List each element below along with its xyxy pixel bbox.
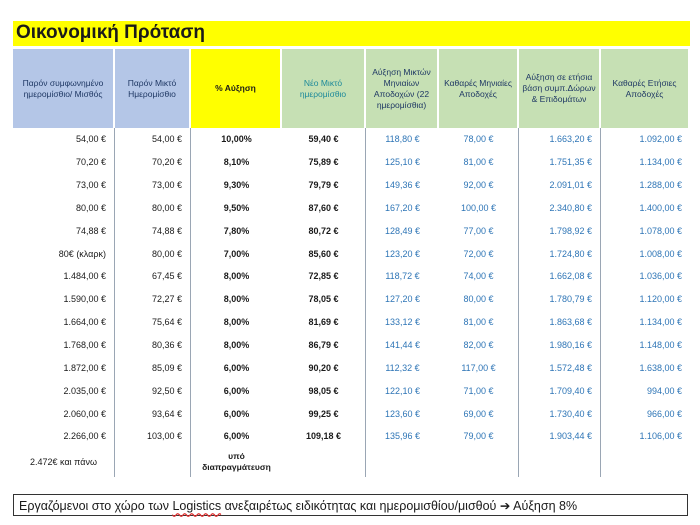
cell-net-monthly: 117,00 € (439, 356, 519, 379)
cell-monthly-gross-increase: 133,12 € (384, 317, 421, 328)
cell-percent-increase: 8,00% (223, 294, 250, 305)
cell-current-gross-daily: 80,00 € (115, 197, 191, 220)
cell-empty (519, 448, 601, 477)
cell-net-monthly: 71,00 € (439, 379, 519, 402)
cell-net-annual: 1.120,00 € (639, 294, 682, 305)
cell-percent-increase: 6,00% (223, 408, 250, 419)
cell-net-monthly: 80,00 € (439, 288, 519, 311)
cell-new-gross-daily: 90,20 € (282, 356, 366, 379)
footer-highlight: Logistics (172, 499, 222, 513)
cell-percent-increase: 6,00% (223, 362, 250, 373)
cell-monthly-gross-increase: 123,60 € (384, 408, 421, 419)
cell-current-gross-daily: 54,00 € (115, 128, 191, 151)
cell-net-monthly: 79,00 € (439, 425, 519, 448)
cell-current-gross-daily: 70,20 € (115, 151, 191, 174)
cell-annual-increase: 1.572,48 € (519, 356, 601, 379)
cell-net-annual: 994,00 € (646, 385, 682, 396)
salary-table (13, 49, 690, 477)
cell-annual-increase: 2.340,80 € (519, 197, 601, 220)
cell-empty (366, 448, 439, 477)
cell-threshold-note: 2.472€ και πάνω (13, 448, 115, 477)
cell-annual-increase: 1.663,20 € (519, 128, 601, 151)
cell-monthly-gross-increase: 125,10 € (384, 157, 421, 168)
cell-monthly-gross-increase: 118,80 € (385, 134, 420, 145)
cell-current-agreed-wage: 54,00 € (13, 128, 115, 151)
cell-new-gross-daily: 86,79 € (282, 334, 366, 357)
cell-net-monthly: 77,00 € (439, 219, 519, 242)
cell-net-monthly: 100,00 € (439, 197, 519, 220)
cell-current-agreed-wage: 80,00 € (13, 197, 115, 220)
cell-percent-increase: 8,00% (223, 340, 250, 351)
cell-new-gross-daily: 98,05 € (282, 379, 366, 402)
cell-net-annual: 1.400,00 € (639, 202, 682, 213)
cell-monthly-gross-increase: 112,32 € (385, 362, 420, 373)
cell-current-gross-daily: 93,64 € (115, 402, 191, 425)
cell-annual-increase: 1.980,16 € (519, 334, 601, 357)
cell-current-agreed-wage: 1.590,00 € (13, 288, 115, 311)
cell-percent-increase: 8,00% (223, 317, 250, 328)
header-current-gross-daily: Παρόν Μικτό Ημερομίσθιο (115, 49, 191, 128)
cell-net-monthly: 74,00 € (439, 265, 519, 288)
cell-monthly-gross-increase: 167,20 € (384, 202, 421, 213)
cell-new-gross-daily: 87,60 € (282, 197, 366, 220)
cell-net-monthly: 69,00 € (439, 402, 519, 425)
cell-annual-increase: 1.751,35 € (519, 151, 601, 174)
cell-net-annual: 1.148,00 € (639, 340, 682, 351)
cell-empty (115, 448, 191, 477)
cell-new-gross-daily: 75,89 € (282, 151, 366, 174)
cell-percent-increase: 10,00% (221, 134, 252, 145)
header-monthly-gross-increase: Αύξηση Μικτών Μηνιαίων Αποδοχών (22 ημερομίσθια) (366, 49, 439, 128)
cell-annual-increase: 1.798,92 € (519, 219, 601, 242)
cell-current-agreed-wage: 73,00 € (13, 174, 115, 197)
cell-net-annual: 1.008,00 € (639, 248, 682, 259)
cell-percent-increase: 7,80% (223, 225, 250, 236)
cell-negotiation-note (191, 448, 282, 477)
cell-percent-increase: 8,00% (223, 271, 250, 282)
cell-new-gross-daily: 85,60 € (282, 242, 366, 265)
cell-percent-increase: 6,00% (223, 385, 250, 396)
cell-net-monthly: 81,00 € (439, 151, 519, 174)
cell-current-agreed-wage: 2.060,00 € (13, 402, 115, 425)
cell-net-monthly: 82,00 € (439, 334, 519, 357)
header-percent-increase: % Αύξηση (191, 49, 282, 128)
cell-monthly-gross-increase: 149,36 € (384, 180, 421, 191)
cell-net-monthly: 78,00 € (439, 128, 519, 151)
cell-new-gross-daily: 79,79 € (282, 174, 366, 197)
cell-net-annual: 1.078,00 € (639, 225, 682, 236)
cell-net-annual: 1.106,00 € (639, 431, 682, 442)
cell-percent-increase: 6,00% (223, 431, 250, 442)
header-current-agreed-wage: Παρόν συμφωνημένο ημερομίσθιο/ Μισθός (13, 49, 115, 128)
cell-current-gross-daily: 73,00 € (115, 174, 191, 197)
cell-new-gross-daily: 78,05 € (282, 288, 366, 311)
cell-monthly-gross-increase: 127,20 € (384, 294, 421, 305)
cell-current-gross-daily: 74,88 € (115, 219, 191, 242)
cell-percent-increase: 7,00% (223, 248, 250, 259)
negotiation-note-line2: διαπραγμάτευση (202, 462, 271, 473)
cell-net-annual: 1.134,00 € (639, 157, 682, 168)
cell-annual-increase: 2.091,01 € (519, 174, 601, 197)
cell-current-agreed-wage: 80€ (κλαρκ) (13, 242, 115, 265)
cell-current-gross-daily: 75,64 € (115, 311, 191, 334)
cell-current-gross-daily: 67,45 € (115, 265, 191, 288)
cell-monthly-gross-increase: 118,72 € (385, 271, 420, 282)
cell-new-gross-daily: 72,85 € (282, 265, 366, 288)
cell-current-gross-daily: 85,09 € (115, 356, 191, 379)
cell-new-gross-daily: 81,69 € (282, 311, 366, 334)
cell-annual-increase: 1.724,80 € (519, 242, 601, 265)
cell-net-annual: 1.092,00 € (639, 134, 682, 145)
cell-annual-increase: 1.780,79 € (519, 288, 601, 311)
cell-new-gross-daily: 80,72 € (282, 219, 366, 242)
cell-net-annual: 1.638,00 € (639, 362, 682, 373)
header-net-monthly: Καθαρές Μηνιαίες Αποδοχές (439, 49, 519, 128)
cell-percent-increase: 9,30% (223, 180, 250, 191)
title-bar (13, 21, 690, 46)
cell-monthly-gross-increase: 122,10 € (384, 385, 421, 396)
cell-current-agreed-wage: 2.035,00 € (13, 379, 115, 402)
cell-monthly-gross-increase: 141,44 € (384, 340, 421, 351)
cell-monthly-gross-increase: 123,20 € (384, 248, 421, 259)
cell-annual-increase: 1.709,40 € (519, 379, 601, 402)
cell-current-gross-daily: 103,00 € (115, 425, 191, 448)
cell-net-monthly: 92,00 € (439, 174, 519, 197)
cell-net-annual: 1.036,00 € (639, 271, 682, 282)
cell-empty (439, 448, 519, 477)
cell-net-annual: 966,00 € (646, 408, 682, 419)
cell-net-annual: 1.134,00 € (639, 317, 682, 328)
footer-conclusion: Αύξηση 8% (510, 499, 578, 513)
cell-current-gross-daily: 80,00 € (115, 242, 191, 265)
arrow-icon: ➔ (499, 499, 511, 513)
cell-annual-increase: 1.863,68 € (519, 311, 601, 334)
cell-annual-increase: 1.662,08 € (519, 265, 601, 288)
cell-current-gross-daily: 92,50 € (115, 379, 191, 402)
cell-monthly-gross-increase: 128,49 € (384, 225, 421, 236)
cell-new-gross-daily: 99,25 € (282, 402, 366, 425)
cell-current-agreed-wage: 1.872,00 € (13, 356, 115, 379)
cell-new-gross-daily: 59,40 € (282, 128, 366, 151)
cell-current-gross-daily: 80,36 € (115, 334, 191, 357)
cell-percent-increase: 9,50% (223, 202, 250, 213)
footer-text-start: Εργαζόμενοι στο χώρο των (19, 499, 173, 513)
cell-empty (282, 448, 366, 477)
cell-current-gross-daily: 72,27 € (115, 288, 191, 311)
cell-net-annual: 1.288,00 € (639, 180, 682, 191)
cell-current-agreed-wage: 1.484,00 € (13, 265, 115, 288)
cell-current-agreed-wage: 74,88 € (13, 219, 115, 242)
cell-current-agreed-wage: 1.664,00 € (13, 311, 115, 334)
cell-current-agreed-wage: 70,20 € (13, 151, 115, 174)
cell-new-gross-daily: 109,18 € (282, 425, 366, 448)
page-title: Οικονομική Πρόταση (16, 22, 205, 43)
cell-percent-increase: 8,10% (223, 157, 250, 168)
cell-net-monthly: 81,00 € (439, 311, 519, 334)
cell-annual-increase: 1.730,40 € (519, 402, 601, 425)
header-annual-increase: Αύξηση σε ετήσια βάση συμπ.Δώρων & Επιδομάτων (519, 49, 601, 128)
cell-monthly-gross-increase: 135,96 € (384, 431, 421, 442)
header-net-annual: Καθαρές Ετήσιες Αποδοχές (601, 49, 690, 128)
header-new-gross-daily: Νέο Μικτό ημερομίσθιο (282, 49, 366, 128)
cell-annual-increase: 1.903,44 € (519, 425, 601, 448)
footer-text-middle: ανεξαιρέτως ειδικότητας και ημερομισθίου/μισθού (221, 499, 500, 513)
cell-current-agreed-wage: 2.266,00 € (13, 425, 115, 448)
cell-current-agreed-wage: 1.768,00 € (13, 334, 115, 357)
cell-empty (601, 448, 690, 477)
negotiation-note-line1: υπό (228, 451, 245, 462)
footer-note (13, 494, 688, 516)
cell-net-monthly: 72,00 € (439, 242, 519, 265)
